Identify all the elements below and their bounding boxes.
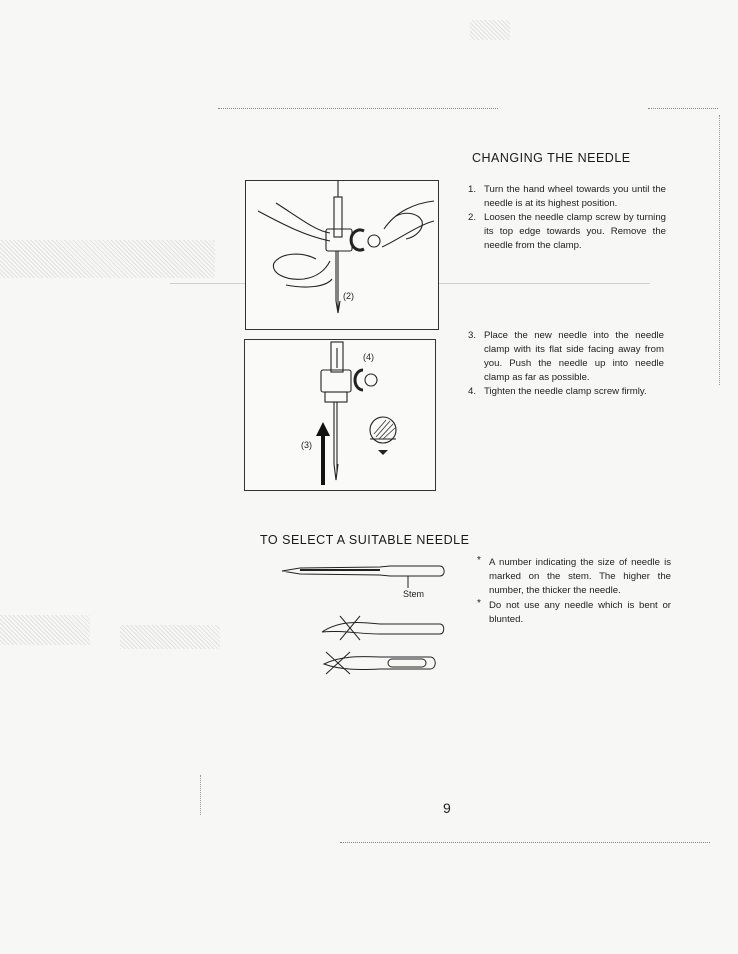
- figure-insert-needle: [244, 339, 436, 491]
- step-text: Turn the hand wheel towards you until the needle is at its highest position.: [484, 184, 666, 209]
- step-number: 2.: [468, 212, 477, 223]
- note-item: [477, 556, 671, 598]
- section-title-changing-needle: CHANGING THE NEEDLE: [472, 151, 631, 165]
- note-text: A number indicating the size of needle is marked on the stem. The higher the number, the thicker the needle.: [489, 557, 671, 596]
- page-number: 9: [443, 800, 451, 816]
- stem-label: Stem: [403, 589, 425, 599]
- step-text: Loosen the needle clamp screw by turning its top edge towards you. Remove the needle from the clamp.: [484, 212, 666, 251]
- scan-artifact-dotline: [340, 842, 710, 843]
- scan-artifact-noise: [0, 615, 90, 645]
- figure-label-3: (3): [301, 440, 312, 450]
- step-item: [468, 183, 666, 211]
- step-number: 1.: [468, 184, 477, 195]
- needle-types-illustration: [280, 560, 450, 680]
- step-text: Place the new needle into the needle clamp with its flat side facing away from you. Push the needle up into needle clamp as far as possible.: [484, 330, 664, 383]
- step-number: 3.: [468, 330, 477, 341]
- scan-artifact-noise: [470, 20, 510, 40]
- scan-artifact-edge: [719, 115, 720, 385]
- scan-artifact-dotline: [648, 108, 718, 109]
- note-item: [477, 599, 671, 627]
- figure-label-4: (4): [363, 352, 374, 362]
- step-item: [468, 385, 664, 399]
- note-bullet: *: [477, 555, 481, 566]
- needle-clamp-illustration: [246, 181, 438, 329]
- step-text: Tighten the needle clamp screw firmly.: [484, 386, 647, 397]
- figure-loosen-clamp: [245, 180, 439, 330]
- needle-diagrams: [280, 560, 450, 680]
- needle-insert-illustration: [245, 340, 435, 490]
- step-item: [468, 329, 664, 385]
- needle-notes-list: [477, 556, 671, 628]
- steps-list-first: [468, 183, 666, 253]
- step-number: 4.: [468, 386, 477, 397]
- steps-list-second: [468, 329, 664, 399]
- scan-artifact-noise: [120, 625, 220, 649]
- figure-label-2: (2): [343, 291, 354, 301]
- step-item: [468, 211, 666, 253]
- section-title-select-needle: TO SELECT A SUITABLE NEEDLE: [260, 533, 470, 547]
- note-bullet: *: [477, 598, 481, 609]
- scan-artifact-dotline: [218, 108, 498, 109]
- scan-artifact-edge: [200, 775, 201, 815]
- scan-artifact-noise: [0, 240, 215, 278]
- note-text: Do not use any needle which is bent or blunted.: [489, 600, 671, 625]
